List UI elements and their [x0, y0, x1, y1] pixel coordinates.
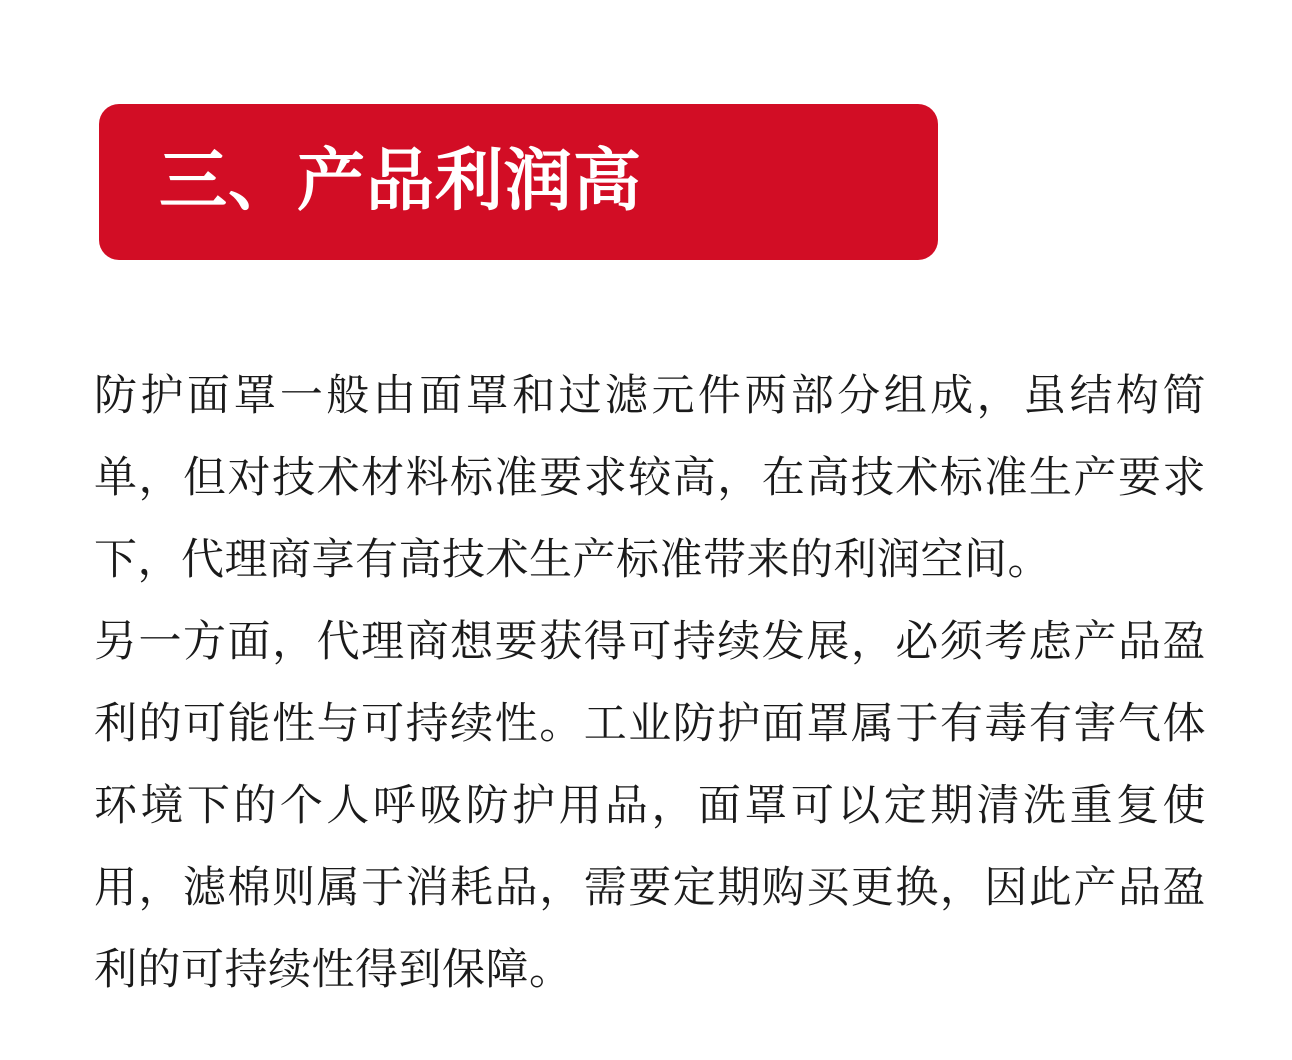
paragraph-2: 另一方面，代理商想要获得可持续发展，必须考虑产品盈利的可能性与可持续性。工业防护面罩属于有毒有害气体环境下的个人呼吸防护用品，面罩可以定期清洗重复使用，滤棉则属于消耗品，需要定期购买更换，因此产品盈利的可持续性得到保障。: [94, 617, 1206, 995]
section-banner: [99, 104, 938, 260]
article-body: [94, 355, 1206, 1011]
paragraph-1: 防护面罩一般由面罩和过滤元件两部分组成，虽结构简单，但对技术材料标准要求较高，在高技术标准生产要求下，代理商享有高技术生产标准带来的利润空间。: [94, 371, 1206, 585]
section-title: 三、产品利润高: [159, 142, 643, 221]
